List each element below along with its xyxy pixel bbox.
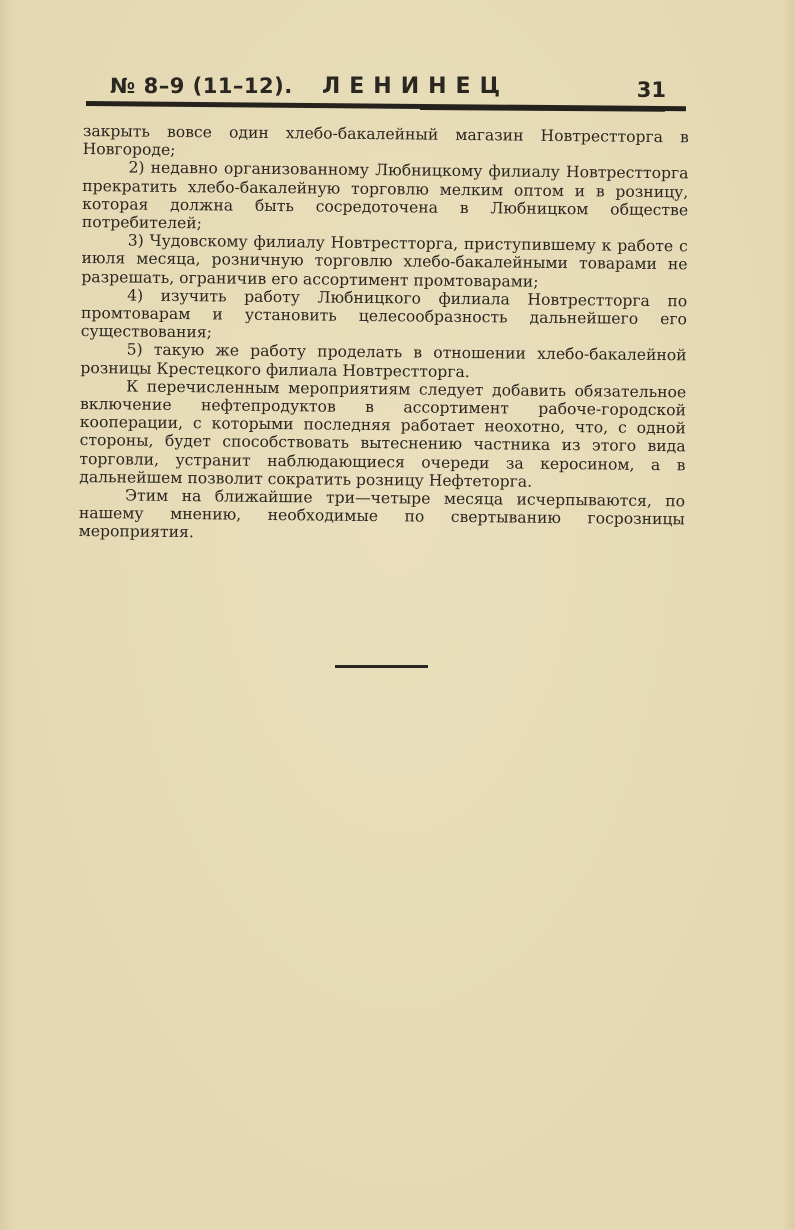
- paragraph-conclusion: Этим на ближайшие три—четыре месяца исчерпываются, по нашему мнению, необходимые по свертыванию госрозницы мероприятия.: [78, 486, 686, 542]
- page-number: 31: [636, 78, 666, 102]
- paragraph-item-2: 2) недавно организованному Любницкому филиалу Новтрестторга прекратить хлебо-бакалейную торговлю мелким оптом и в розницу, которая должна быть сосредоточена в Любницком обществе потребителей;: [81, 158, 689, 233]
- end-of-article-rule: [335, 665, 428, 668]
- header-rule-secondary: [420, 106, 665, 112]
- running-header: [86, 70, 666, 104]
- paragraph-item-5: 5) такую же работу проделать в отношении хлебо-бакалейной розницы Крестецкого филиала Новтрестторга.: [80, 340, 687, 381]
- body-text: [79, 122, 689, 547]
- paragraph-continued: закрыть вовсе один хлебо-бакалейный магазин Новтрестторга в Новгороде;: [82, 122, 689, 160]
- paragraph-item-3: 3) Чудовскому филиалу Новтрестторга, приступившему к работе с июля месяца, розничную торговлю хлебо-бакалейными товарами не разрешать, ограничив его ассортимент промтоварами;: [81, 231, 688, 291]
- paragraph-item-4: 4) изучить работу Любницкого филиала Новтрестторга по промтоварам и установить целесообразность дальнейшего его существования;: [80, 286, 688, 342]
- journal-title: ЛЕНИНЕЦ: [322, 74, 509, 99]
- issue-number: № 8–9 (11–12).: [110, 74, 293, 98]
- paragraph-additions: К перечисленным мероприятиям следует добавить обязательное включение нефтепродуктов в ассортимент рабоче-городской кооперации, с которыми последняя работает неохотно, что, с одной стороны, будет способствовать вытеснению частника из этого вида торговли, устранит наблюдающиеся очереди за керосином, а в дальнейшем позволит сократить розницу Нефтеторга.: [79, 377, 687, 491]
